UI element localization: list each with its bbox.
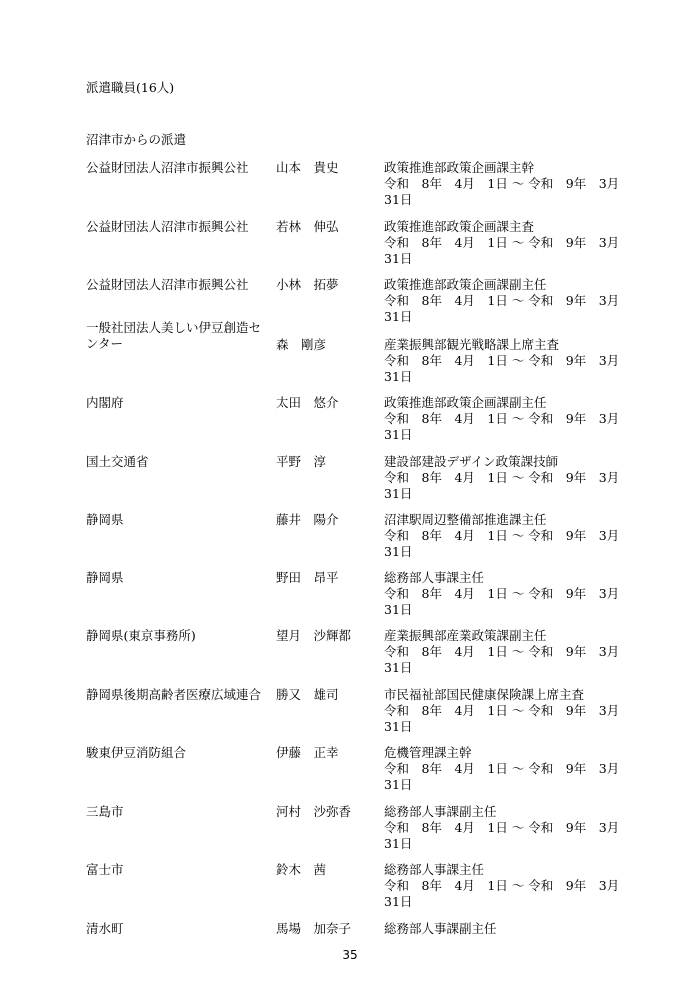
list-item — [86, 320, 646, 386]
assignment — [384, 687, 634, 735]
assigned-position: 政策推進部政策企画課主幹 — [384, 160, 535, 175]
staff-name: 馬場 加奈子 — [276, 921, 352, 936]
assigned-position: 政策推進部政策企画課副主任 — [384, 395, 547, 410]
assignment — [384, 570, 634, 618]
assignment — [384, 862, 634, 910]
assigned-position: 政策推進部政策企画課副主任 — [384, 277, 547, 292]
assigned-position: 総務部人事課副主任 — [384, 804, 497, 819]
dispatch-organization: 三島市 — [86, 804, 124, 819]
dispatch-organization: 静岡県(東京事務所) — [86, 628, 196, 643]
staff-name: 伊藤 正幸 — [276, 745, 339, 760]
assignment — [384, 628, 634, 676]
assigned-position: 総務部人事課主任 — [384, 862, 485, 877]
assigned-position: 産業振興部観光戦略課上席主査 — [384, 337, 560, 352]
list-item — [86, 219, 646, 271]
assigned-position: 市民福祉部国民健康保険課上席主査 — [384, 687, 585, 702]
dispatch-term: 令和 8年 4月 1日 ～ 令和 9年 3月31日 — [384, 644, 620, 675]
staff-name: 山本 貴史 — [276, 160, 339, 175]
dispatch-organization: 公益財団法人沼津市振興公社 — [86, 219, 249, 234]
assignment — [384, 512, 634, 560]
staff-name: 望月 沙輝都 — [276, 628, 352, 643]
staff-name: 太田 悠介 — [276, 395, 339, 410]
assignment — [384, 160, 634, 208]
subsection-title: 沼津市からの派遣 — [86, 132, 187, 147]
assignment — [384, 745, 634, 793]
dispatch-term: 令和 8年 4月 1日 ～ 令和 9年 3月31日 — [384, 820, 620, 851]
dispatch-term: 令和 8年 4月 1日 ～ 令和 9年 3月31日 — [384, 176, 620, 207]
list-item — [86, 512, 646, 564]
dispatch-term: 令和 8年 4月 1日 ～ 令和 9年 3月31日 — [384, 293, 620, 324]
staff-name: 藤井 陽介 — [276, 512, 339, 527]
page-number: 35 — [342, 948, 358, 962]
staff-name: 野田 昂平 — [276, 570, 339, 585]
dispatch-term: 令和 8年 4月 1日 ～ 令和 9年 3月31日 — [384, 703, 620, 734]
list-item — [86, 745, 646, 797]
dispatch-term: 令和 8年 4月 1日 ～ 令和 9年 3月31日 — [384, 235, 620, 266]
assignment — [384, 921, 634, 937]
dispatch-term: 令和 8年 4月 1日 ～ 令和 9年 3月31日 — [384, 761, 620, 792]
list-item — [86, 395, 646, 447]
staff-name: 勝又 雄司 — [276, 687, 339, 702]
dispatch-term: 令和 8年 4月 1日 ～ 令和 9年 3月31日 — [384, 528, 620, 559]
list-item — [86, 628, 646, 680]
assigned-position: 総務部人事課主任 — [384, 570, 485, 585]
assignment — [384, 337, 634, 385]
staff-name: 小林 拓夢 — [276, 277, 339, 292]
dispatch-organization: 駿東伊豆消防組合 — [86, 745, 187, 760]
dispatch-organization: 静岡県後期高齢者医療広域連合 — [86, 687, 262, 702]
dispatch-term: 令和 8年 4月 1日 ～ 令和 9年 3月31日 — [384, 470, 620, 501]
dispatch-organization: 一般社団法人美しい伊豆創造センター — [86, 320, 262, 351]
assignment — [384, 395, 634, 443]
assigned-position: 産業振興部産業政策課副主任 — [384, 628, 547, 643]
assigned-position: 政策推進部政策企画課主査 — [384, 219, 535, 234]
list-item — [86, 862, 646, 914]
assigned-position: 総務部人事課副主任 — [384, 921, 497, 936]
dispatch-organization: 静岡県 — [86, 512, 124, 527]
staff-name: 森 剛彦 — [276, 337, 327, 352]
list-item — [86, 921, 646, 941]
staff-name: 河村 沙弥香 — [276, 804, 352, 819]
staff-name: 平野 淳 — [276, 454, 327, 469]
list-item — [86, 687, 646, 739]
dispatch-term: 令和 8年 4月 1日 ～ 令和 9年 3月31日 — [384, 411, 620, 442]
assignment — [384, 804, 634, 852]
dispatch-organization: 公益財団法人沼津市振興公社 — [86, 277, 249, 292]
assignment — [384, 219, 634, 267]
assignment — [384, 454, 634, 502]
list-item — [86, 804, 646, 856]
dispatch-organization: 清水町 — [86, 921, 124, 936]
assigned-position: 建設部建設デザイン政策課技師 — [384, 454, 559, 469]
dispatch-organization: 公益財団法人沼津市振興公社 — [86, 160, 249, 175]
dispatch-organization: 富士市 — [86, 862, 124, 877]
list-item — [86, 570, 646, 622]
staff-name: 鈴木 茜 — [276, 862, 327, 877]
staff-name: 若林 伸弘 — [276, 219, 339, 234]
list-item — [86, 160, 646, 212]
list-item — [86, 454, 646, 506]
dispatch-organization: 国土交通省 — [86, 454, 149, 469]
dispatch-term: 令和 8年 4月 1日 ～ 令和 9年 3月31日 — [384, 586, 620, 617]
assignment — [384, 277, 634, 325]
dispatch-organization: 静岡県 — [86, 570, 124, 585]
dispatch-organization: 内閣府 — [86, 395, 124, 410]
dispatch-term: 令和 8年 4月 1日 ～ 令和 9年 3月31日 — [384, 353, 620, 384]
dispatch-term: 令和 8年 4月 1日 ～ 令和 9年 3月31日 — [384, 878, 620, 909]
assigned-position: 危機管理課主幹 — [384, 745, 472, 760]
section-title: 派遣職員(16人) — [86, 80, 175, 95]
assigned-position: 沼津駅周辺整備部推進課主任 — [384, 512, 547, 527]
